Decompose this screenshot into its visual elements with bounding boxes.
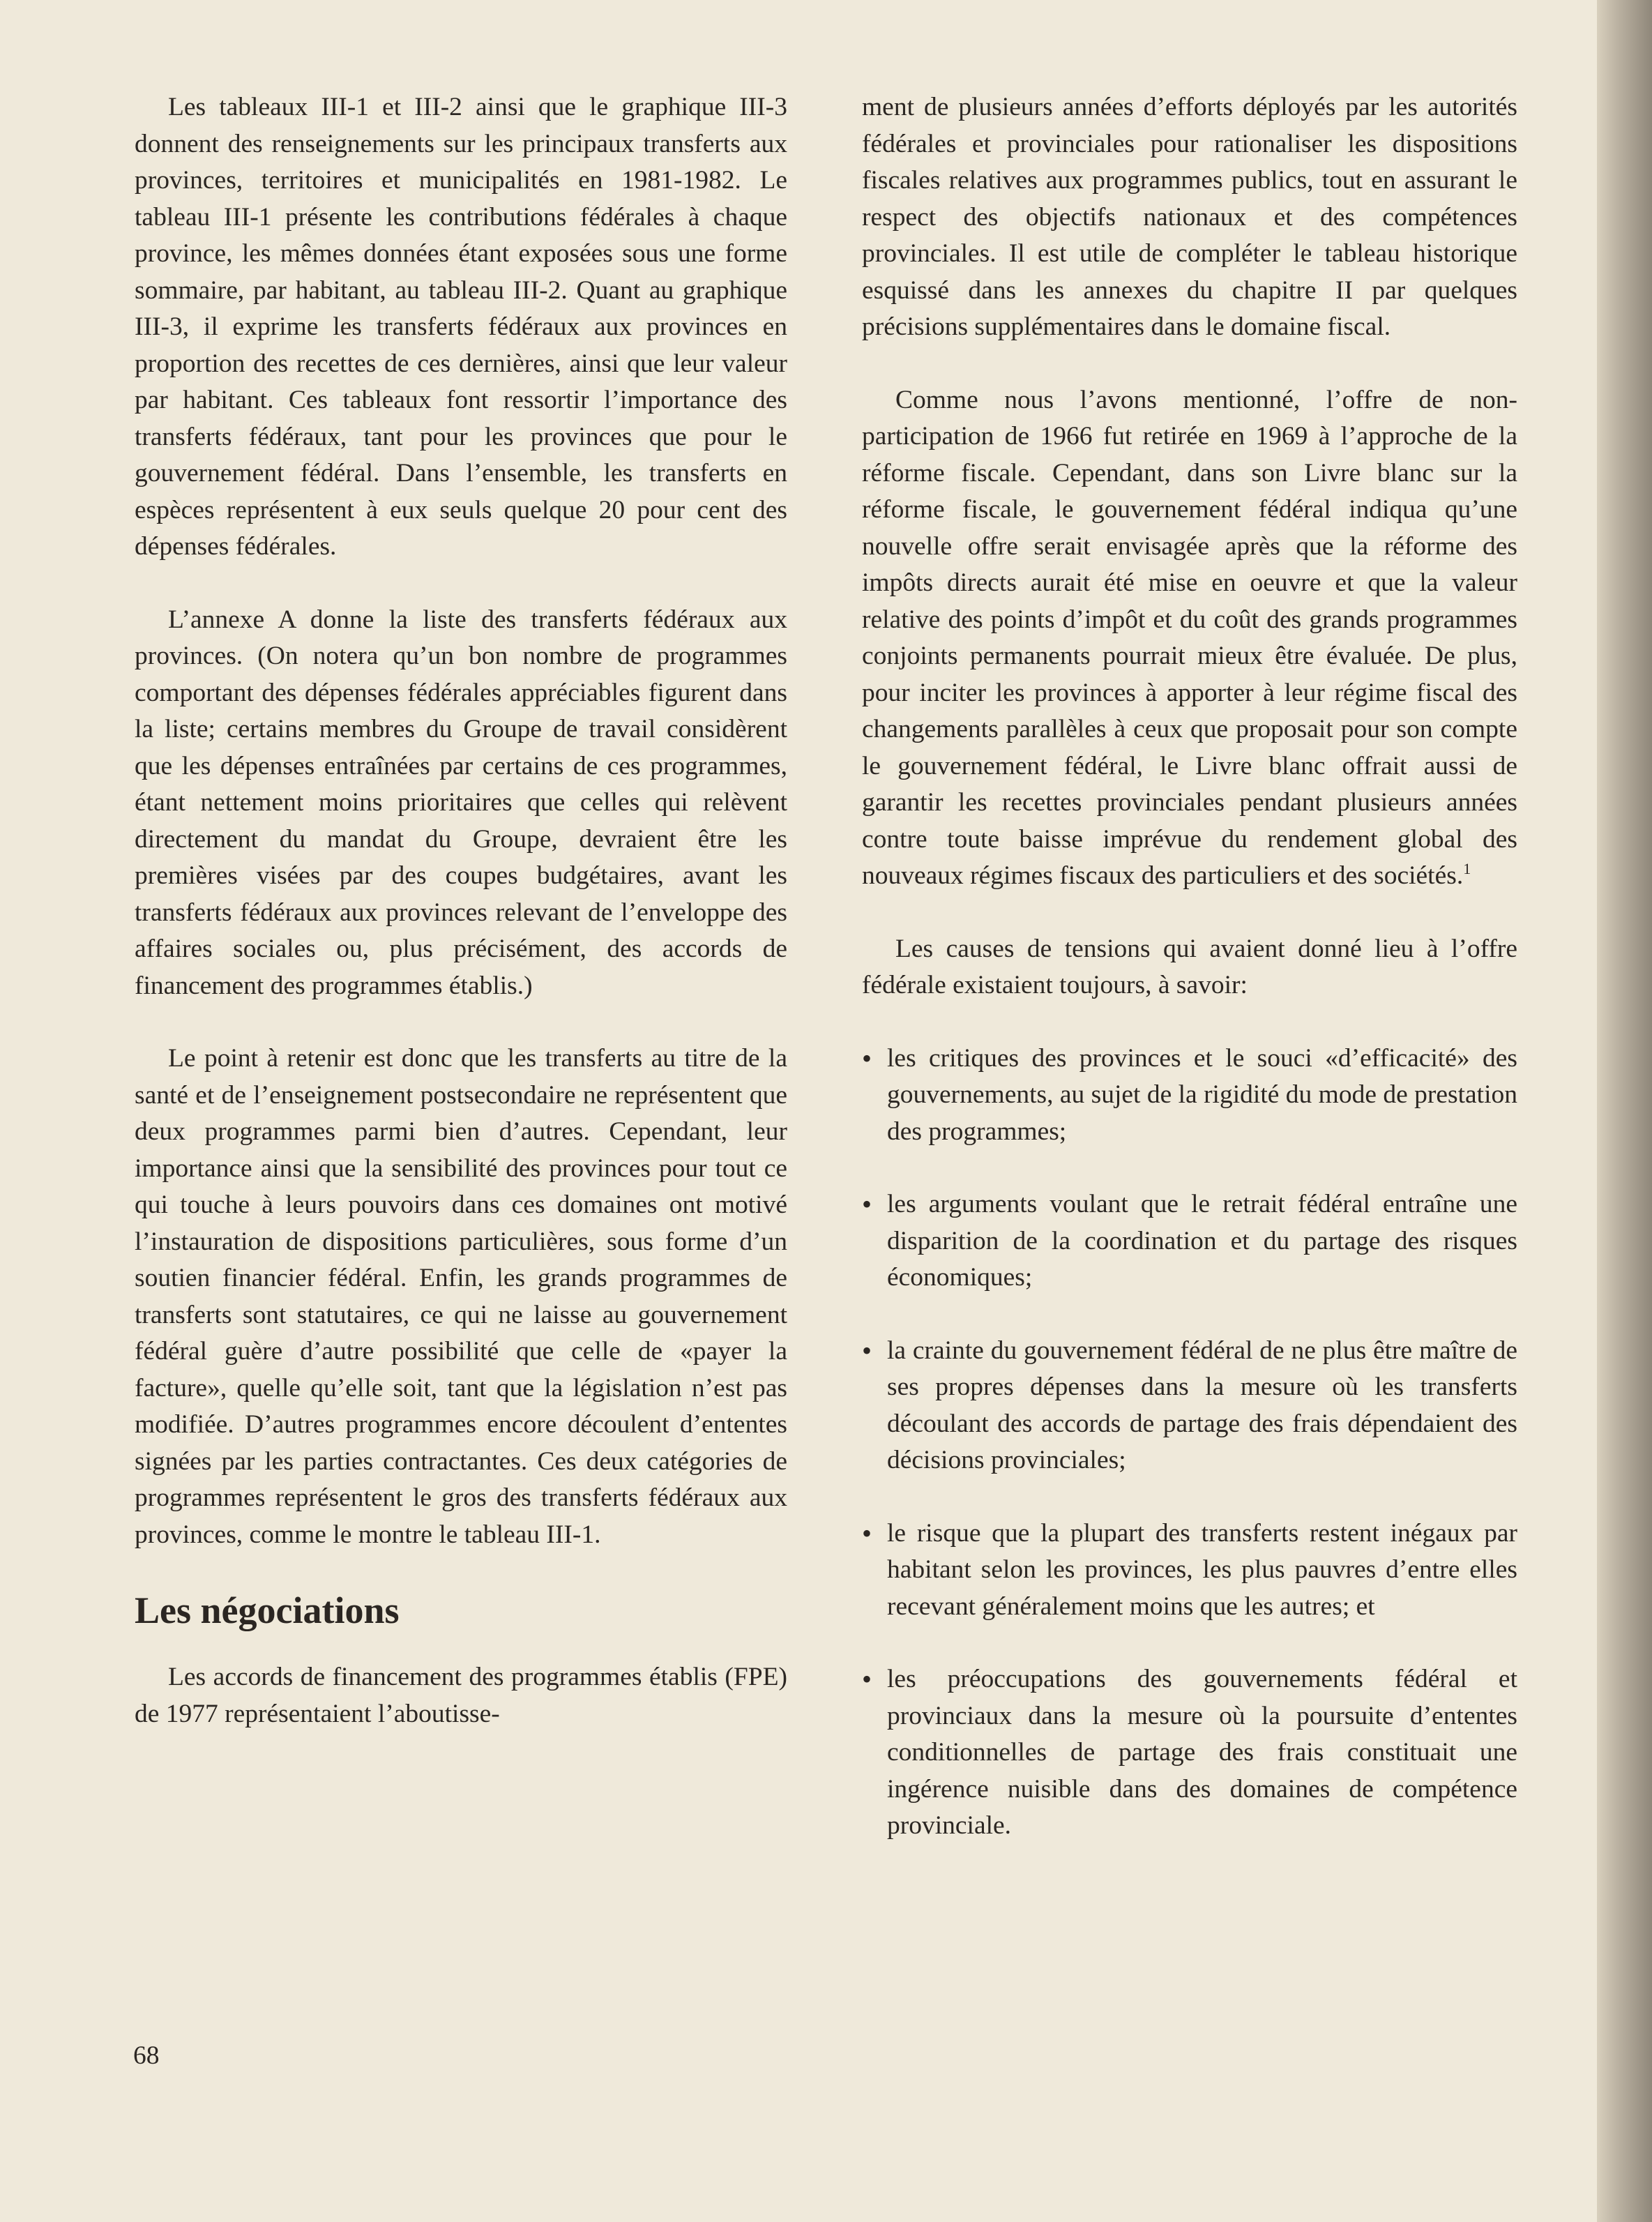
left-column — [135, 89, 787, 1769]
paragraph-fpe-accords: Les accords de financement des programmes établis (FPE) de 1977 représentaient l’aboutisse- — [135, 1663, 787, 1728]
paragraph-key-point: Le point à retenir est donc que les transferts au titre de la santé et de l’enseignement postsecondaire ne représentent que deux programmes parmi bien d’autres. Cependant, leur importance ainsi que la sensibilité des provinces pour tout ce qui touche à leurs pouvoirs dans ces domaines ont motivé l’instauration de dispositions particulières, sous forme d’un soutien financier fédéral. Enfin, les grands programmes de transferts sont statutaires, ce qui ne laisse au gouvernement fédéral guère d’autre possibilité que celle de «payer la facture», quelle qu’elle soit, tant que la législation n’est pas modifiée. D’autres programmes encore découlent d’ententes signées par les parties contractantes. Ces deux catégories de programmes représentent le gros des transferts fédéraux aux provinces, comme le montre le tableau III-1. — [135, 1044, 787, 1549]
right-column — [862, 89, 1517, 1881]
list-item: • les critiques des provinces et le souci «d’efficacité» des gouvernements, au sujet de la rigidité du mode de prestation des programmes; — [862, 1041, 1517, 1151]
list-item: • les arguments voulant que le retrait fédéral entraîne une disparition de la coordination et du partage des risques économiques; — [862, 1186, 1517, 1297]
paragraph-tables-overview: Les tableaux III-1 et III-2 ainsi que le graphique III-3 donnent des renseignements sur les principaux transferts aux provinces, territoires et municipalités en 1981-1982. Le tableau III-1 présente les contributions fédérales à chaque province, les mêmes données étant exposées sous une forme sommaire, par habitant, au tableau III-2. Quant au graphique III-3, il exprime les transferts fédéraux aux provinces en proportion des recettes de ces dernières, ainsi que leur valeur par habitant. Ces tableaux font ressortir l’importance des transferts fédéraux, tant pour les provinces que pour le gouvernement fédéral. Dans l’ensemble, les transferts en espèces représentent à eux seuls quelque 20 pour cent des dépenses fédérales. — [135, 93, 787, 561]
paragraph-white-paper-text: Comme nous l’avons mentionné, l’offre de non-participation de 1966 fut retirée en 1969 à l’approche de la réforme fiscale. Cependant, dans son Livre blanc sur la réforme fiscale, le gouvernement fédéral indiqua qu’une nouvelle offre serait envisagée après que la réforme des impôts directs aurait été mise en oeuvre et que la valeur relative des points d’impôt et du coût des grands programmes conjoints permanents pourrait mieux être évaluée. De plus, pour inciter les provinces à apporter à leur régime fiscal des changements parallèles à ceux que proposait pour son compte le gouvernement fédéral, le Livre blanc offrait aussi de garantir les recettes provinciales pendant plusieurs années contre toute baisse imprévue du rendement global des nouveaux régimes fiscaux des particuliers et des sociétés. — [862, 385, 1517, 890]
tension-causes-list — [862, 1041, 1517, 1845]
section-heading-negotiations: Les négociations — [135, 1589, 400, 1631]
footnote-marker: 1 — [1463, 860, 1471, 877]
list-item: • les préoccupations des gouvernements fédéral et provinciaux dans la mesure où la poursuite d’ententes conditionnelles de partage des frais constituait une ingérence nuisible dans des domaines de compétence provinciale. — [862, 1661, 1517, 1845]
page-number: 68 — [133, 2041, 160, 2070]
paragraph-annex-a: L’annexe A donne la liste des transferts fédéraux aux provinces. (On notera qu’un bon nombre de programmes comportant des dépenses fédérales appréciables figurent dans la liste; certains membres du Groupe de travail considèrent que les dépenses entraînées par certains de ces programmes, étant nettement moins prioritaires que celles qui relèvent directement du mandat du Groupe, devraient être les premières visées par des coupes budgétaires, avant les transferts fédéraux aux provinces relevant de l’enveloppe des affaires sociales ou, plus précisément, des accords de financement des programmes établis.) — [135, 605, 787, 1000]
paragraph-white-paper — [862, 382, 1517, 895]
list-item: • la crainte du gouvernement fédéral de ne plus être maître de ses propres dépenses dans la mesure où les transferts découlant des accords de partage des frais dépendaient des décisions provinciales; — [862, 1333, 1517, 1479]
list-item: • le risque que la plupart des transferts restent inégaux par habitant selon les provinces, les plus pauvres d’entre elles recevant généralement moins que les autres; et — [862, 1516, 1517, 1626]
binding-gutter — [1597, 0, 1652, 2222]
paragraph-continuation: ment de plusieurs années d’efforts déployés par les autorités fédérales et provinciales pour rationaliser les dispositions fiscales relatives aux programmes publics, tout en assurant le respect des objectifs nationaux et des compétences provinciales. Il est utile de compléter le tableau historique esquissé dans les annexes du chapitre II par quelques précisions supplémentaires dans le domaine fiscal. — [862, 93, 1517, 341]
paragraph-tension-causes: Les causes de tensions qui avaient donné lieu à l’offre fédérale existaient toujours, à savoir: — [862, 934, 1517, 999]
